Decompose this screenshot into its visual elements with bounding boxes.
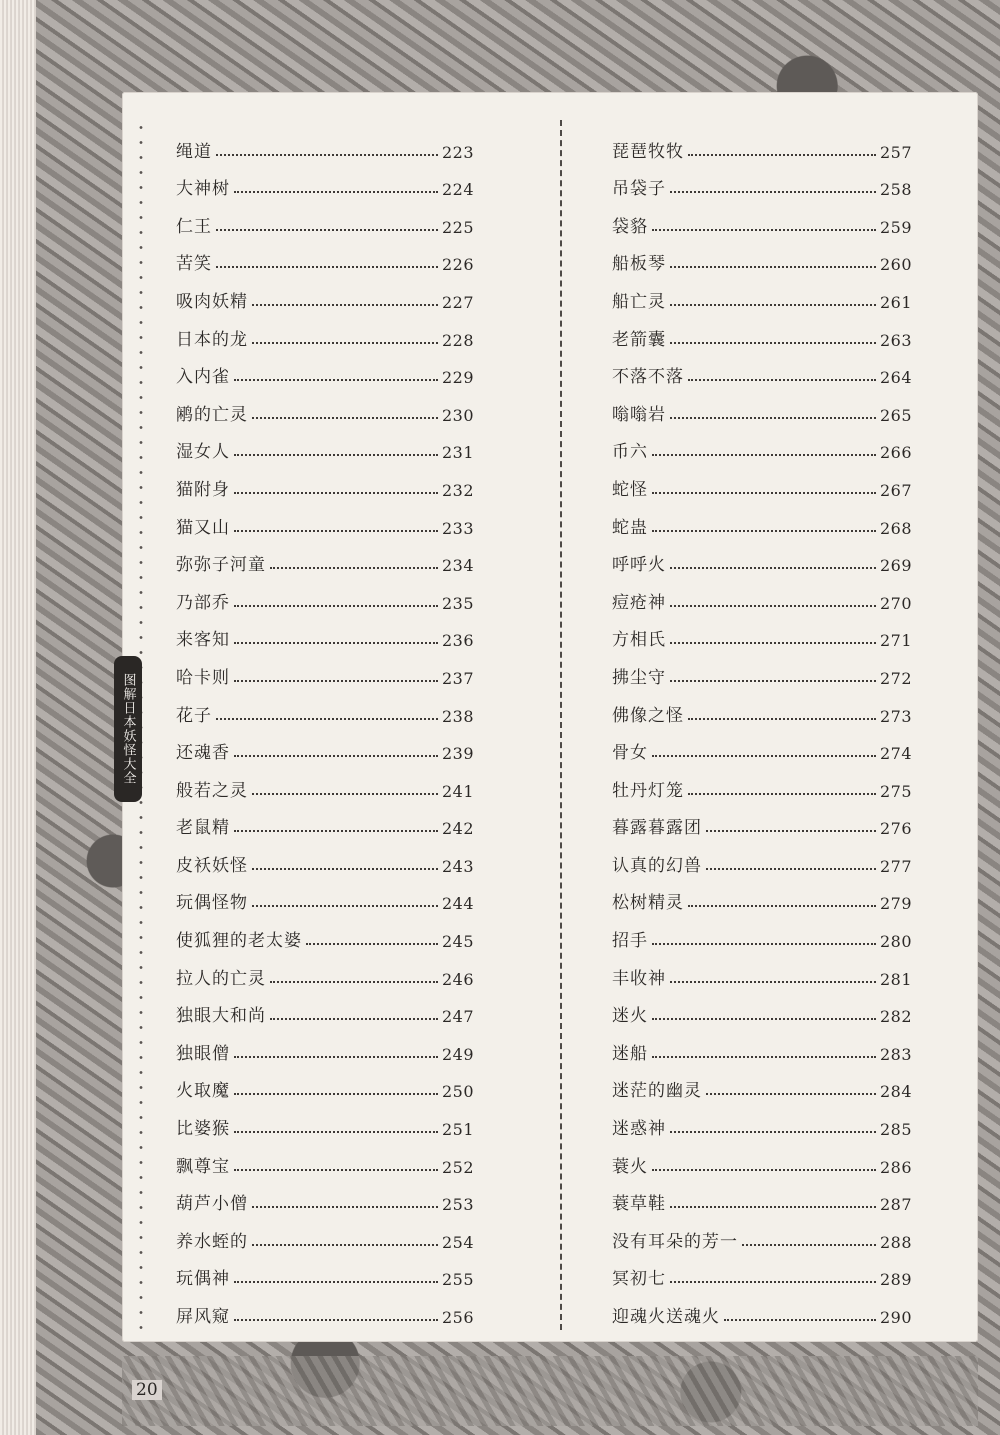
- entry-title: 飘尊宝: [176, 1156, 230, 1177]
- toc-entry[interactable]: [612, 1139, 912, 1177]
- dot-leader: [706, 1092, 876, 1095]
- toc-entry[interactable]: [612, 162, 912, 200]
- entry-title: 船亡灵: [612, 291, 666, 312]
- entry-title: 弥弥子河童: [176, 555, 266, 576]
- dot-leader: [234, 190, 438, 193]
- entry-page: 226: [441, 255, 474, 275]
- entry-page: 266: [879, 443, 912, 463]
- toc-entry[interactable]: [176, 763, 474, 801]
- entry-title: 苦笑: [176, 254, 212, 275]
- dot-leader: [688, 792, 876, 795]
- toc-entry[interactable]: [176, 538, 474, 576]
- entry-title: 迷茫的幽灵: [612, 1081, 702, 1102]
- entry-title: 火取魔: [176, 1081, 230, 1102]
- dot-leader: [670, 679, 876, 682]
- entry-page: 289: [879, 1270, 912, 1290]
- book-title-text: 图解日本妖怪大全: [120, 673, 136, 785]
- dot-leader: [234, 641, 438, 644]
- toc-entry[interactable]: [176, 1214, 474, 1252]
- entry-title: 独眼大和尚: [176, 1006, 266, 1027]
- dot-leader: [652, 491, 876, 494]
- entry-page: 272: [879, 668, 912, 688]
- toc-entry[interactable]: [176, 688, 474, 726]
- toc-entry[interactable]: [176, 274, 474, 312]
- entry-title: 皮袄妖怪: [176, 855, 248, 876]
- toc-entry[interactable]: [176, 876, 474, 914]
- toc-entry[interactable]: [612, 650, 912, 688]
- entry-title: 老鼠精: [176, 818, 230, 839]
- dot-leader: [706, 867, 876, 870]
- entry-title: 拂尘守: [612, 667, 666, 688]
- entry-page: 228: [441, 330, 474, 350]
- entry-title: 湿女人: [176, 442, 230, 463]
- dot-leader: [670, 641, 876, 644]
- entry-title: 入内雀: [176, 367, 230, 388]
- toc-entry[interactable]: [176, 1064, 474, 1102]
- dot-leader: [270, 1017, 438, 1020]
- entry-page: 257: [879, 142, 912, 162]
- toc-entry[interactable]: [176, 1252, 474, 1290]
- entry-page: 247: [441, 1007, 474, 1027]
- entry-title: 丰收神: [612, 968, 666, 989]
- toc-entry[interactable]: [176, 1101, 474, 1139]
- entry-page: 263: [879, 330, 912, 350]
- entry-page: 256: [441, 1308, 474, 1327]
- entry-page: 223: [441, 142, 474, 162]
- entry-page: 229: [441, 368, 474, 388]
- dot-leader: [252, 416, 438, 419]
- dot-leader: [652, 1017, 876, 1020]
- dot-leader: [706, 829, 876, 832]
- toc-entry[interactable]: [612, 575, 912, 613]
- entry-title: 松树精灵: [612, 893, 684, 914]
- entry-page: 254: [441, 1232, 474, 1252]
- dot-leader: [670, 604, 876, 607]
- dot-leader: [216, 228, 438, 231]
- dot-leader: [252, 792, 438, 795]
- entry-page: 264: [879, 368, 912, 388]
- toc-entry[interactable]: [612, 199, 912, 237]
- entry-title: 花子: [176, 705, 212, 726]
- dot-leader: [724, 1318, 876, 1321]
- entry-title: 招手: [612, 931, 648, 952]
- toc-entry[interactable]: [612, 425, 912, 463]
- toc-entry[interactable]: [612, 274, 912, 312]
- entry-title: 乃部乔: [176, 592, 230, 613]
- entry-page: 236: [441, 631, 474, 651]
- entry-page: 238: [441, 706, 474, 726]
- dot-leader: [270, 566, 438, 569]
- entry-page: 270: [879, 593, 912, 613]
- dot-leader: [234, 829, 438, 832]
- toc-entry[interactable]: [176, 1026, 474, 1064]
- toc-entry[interactable]: [612, 613, 912, 651]
- dot-leader: [234, 1168, 438, 1171]
- toc-entry[interactable]: [176, 237, 474, 275]
- toc-entry[interactable]: [612, 462, 912, 500]
- dot-leader: [216, 265, 438, 268]
- dot-leader: [234, 453, 438, 456]
- entry-title: 独眼僧: [176, 1043, 230, 1064]
- toc-entry[interactable]: [612, 1101, 912, 1139]
- toc-entry[interactable]: [612, 1252, 912, 1290]
- entry-page: 279: [879, 894, 912, 914]
- entry-page: 285: [879, 1120, 912, 1140]
- entry-page: 269: [879, 556, 912, 576]
- toc-entry[interactable]: [176, 726, 474, 764]
- entry-title: 葫芦小僧: [176, 1194, 248, 1215]
- toc-entry[interactable]: [612, 989, 912, 1027]
- toc-entry[interactable]: [176, 575, 474, 613]
- dot-leader: [670, 566, 876, 569]
- toc-entry[interactable]: [612, 1064, 912, 1102]
- toc-entry[interactable]: [176, 162, 474, 200]
- entry-page: 271: [879, 631, 912, 651]
- dot-leader: [234, 1055, 438, 1058]
- entry-page: 275: [879, 781, 912, 801]
- dot-leader: [234, 378, 438, 381]
- dot-leader: [670, 303, 876, 306]
- entry-title: 拉人的亡灵: [176, 968, 266, 989]
- entry-title: 猫又山: [176, 517, 230, 538]
- entry-title: 般若之灵: [176, 780, 248, 801]
- dot-leader: [652, 754, 876, 757]
- toc-entry[interactable]: [176, 1177, 474, 1215]
- dot-leader: [670, 980, 876, 983]
- entry-page: 265: [879, 405, 912, 425]
- entry-title: 使狐狸的老太婆: [176, 931, 302, 952]
- entry-page: 288: [879, 1232, 912, 1252]
- entry-title: 迷船: [612, 1043, 648, 1064]
- dot-leader: [252, 1205, 438, 1208]
- dot-leader: [234, 529, 438, 532]
- entry-title: 养水蛭的: [176, 1231, 248, 1252]
- entry-title: 没有耳朵的芳一: [612, 1231, 738, 1252]
- dot-leader: [670, 1130, 876, 1133]
- toc-entry[interactable]: [612, 838, 912, 876]
- toc-entry[interactable]: [612, 538, 912, 576]
- entry-title: 大神树: [176, 179, 230, 200]
- entry-page: 261: [879, 292, 912, 312]
- toc-entry[interactable]: [612, 387, 912, 425]
- entry-page: 290: [879, 1308, 912, 1327]
- entry-title: 蛇蛊: [612, 517, 648, 538]
- entry-page: 255: [441, 1270, 474, 1290]
- dot-leader: [234, 1092, 438, 1095]
- toc-entry[interactable]: [176, 613, 474, 651]
- toc-entry[interactable]: [176, 500, 474, 538]
- dot-leader: [652, 453, 876, 456]
- dot-leader: [252, 341, 438, 344]
- entry-page: 235: [441, 593, 474, 613]
- entry-title: 琵琶牧牧: [612, 141, 684, 162]
- dot-leader: [688, 378, 876, 381]
- toc-entry[interactable]: [612, 1289, 912, 1327]
- entry-title: 绳道: [176, 141, 212, 162]
- entry-page: 246: [441, 969, 474, 989]
- dot-leader: [670, 341, 876, 344]
- toc-entry[interactable]: [176, 387, 474, 425]
- entry-page: 259: [879, 217, 912, 237]
- dot-leader: [652, 1168, 876, 1171]
- entry-title: 痘疮神: [612, 592, 666, 613]
- entry-page: 283: [879, 1044, 912, 1064]
- dot-leader: [652, 1055, 876, 1058]
- entry-title: 暮露暮露团: [612, 818, 702, 839]
- column-divider: [560, 120, 562, 1330]
- dot-leader: [306, 942, 438, 945]
- entry-title: 玩偶神: [176, 1269, 230, 1290]
- dot-leader: [670, 1205, 876, 1208]
- entry-title: 迷火: [612, 1006, 648, 1027]
- entry-page: 234: [441, 556, 474, 576]
- entry-page: 277: [879, 856, 912, 876]
- entry-title: 玩偶怪物: [176, 893, 248, 914]
- entry-title: 蓑草鞋: [612, 1194, 666, 1215]
- entry-title: 蓑火: [612, 1156, 648, 1177]
- toc-entry[interactable]: [176, 425, 474, 463]
- page-number: 20: [132, 1380, 162, 1400]
- dot-leader: [742, 1243, 876, 1246]
- toc-entry[interactable]: [176, 1289, 474, 1327]
- entry-title: 牡丹灯笼: [612, 780, 684, 801]
- entry-title: 比婆猴: [176, 1119, 230, 1140]
- toc-entry[interactable]: [612, 312, 912, 350]
- dot-leader: [234, 1280, 438, 1283]
- dot-leader: [688, 717, 876, 720]
- toc-right-column: [612, 124, 912, 1327]
- toc-entry[interactable]: [176, 989, 474, 1027]
- entry-title: 袋貉: [612, 216, 648, 237]
- dot-leader: [670, 265, 876, 268]
- entry-title: 骨女: [612, 743, 648, 764]
- entry-page: 225: [441, 217, 474, 237]
- book-title-tab: [114, 656, 142, 802]
- toc-entry[interactable]: [176, 913, 474, 951]
- entry-title: 呼呼火: [612, 555, 666, 576]
- entry-title: 方相氏: [612, 630, 666, 651]
- dot-leader: [652, 529, 876, 532]
- entry-page: 243: [441, 856, 474, 876]
- entry-page: 244: [441, 894, 474, 914]
- dot-leader: [670, 1280, 876, 1283]
- entry-title: 冥初七: [612, 1269, 666, 1290]
- entry-page: 286: [879, 1157, 912, 1177]
- toc-entry[interactable]: [176, 350, 474, 388]
- entry-title: 来客知: [176, 630, 230, 651]
- entry-title: 猫附身: [176, 479, 230, 500]
- entry-page: 230: [441, 405, 474, 425]
- dot-leader: [216, 153, 438, 156]
- toc-entry[interactable]: [176, 951, 474, 989]
- entry-page: 268: [879, 518, 912, 538]
- entry-page: 231: [441, 443, 474, 463]
- entry-page: 233: [441, 518, 474, 538]
- dot-leader: [216, 717, 438, 720]
- dot-leader: [252, 1243, 438, 1246]
- entry-page: 245: [441, 932, 474, 952]
- entry-page: 232: [441, 480, 474, 500]
- toc-entry[interactable]: [612, 688, 912, 726]
- toc-entry[interactable]: [176, 838, 474, 876]
- entry-title: 船板琴: [612, 254, 666, 275]
- entry-title: 币六: [612, 442, 648, 463]
- entry-title: 仁王: [176, 216, 212, 237]
- entry-title: 认真的幻兽: [612, 855, 702, 876]
- entry-page: 281: [879, 969, 912, 989]
- dot-leader: [252, 303, 438, 306]
- toc-entry[interactable]: [612, 1026, 912, 1064]
- dot-leader: [652, 228, 876, 231]
- toc-entry[interactable]: [612, 763, 912, 801]
- entry-page: 282: [879, 1007, 912, 1027]
- toc-entry[interactable]: [176, 1139, 474, 1177]
- toc-entry[interactable]: [612, 237, 912, 275]
- entry-page: 242: [441, 819, 474, 839]
- dot-leader: [270, 980, 438, 983]
- toc-entry[interactable]: [612, 876, 912, 914]
- toc-entry[interactable]: [612, 951, 912, 989]
- entry-title: 吊袋子: [612, 179, 666, 200]
- entry-page: 287: [879, 1195, 912, 1215]
- entry-page: 251: [441, 1120, 474, 1140]
- dot-leader: [252, 904, 438, 907]
- dot-leader: [252, 867, 438, 870]
- entry-title: 吸肉妖精: [176, 291, 248, 312]
- entry-page: 260: [879, 255, 912, 275]
- entry-page: 253: [441, 1195, 474, 1215]
- toc-entry[interactable]: [176, 124, 474, 162]
- entry-title: 佛像之怪: [612, 705, 684, 726]
- entry-page: 273: [879, 706, 912, 726]
- toc-entry[interactable]: [176, 199, 474, 237]
- toc-left-column: [176, 124, 474, 1327]
- toc-entry[interactable]: [612, 500, 912, 538]
- entry-title: 蛇怪: [612, 479, 648, 500]
- dot-leader: [688, 904, 876, 907]
- dot-leader: [234, 491, 438, 494]
- entry-title: 屏风窥: [176, 1307, 230, 1327]
- entry-page: 284: [879, 1082, 912, 1102]
- dot-leader: [670, 416, 876, 419]
- entry-title: 鹇的亡灵: [176, 404, 248, 425]
- dot-leader: [688, 153, 876, 156]
- dot-leader: [234, 754, 438, 757]
- entry-title: 老箭囊: [612, 329, 666, 350]
- entry-page: 227: [441, 292, 474, 312]
- entry-page: 249: [441, 1044, 474, 1064]
- book-page-edges: [0, 0, 40, 1435]
- dot-leader: [670, 190, 876, 193]
- entry-page: 280: [879, 932, 912, 952]
- dot-leader: [652, 942, 876, 945]
- entry-title: 嗡嗡岩: [612, 404, 666, 425]
- toc-entry[interactable]: [612, 1214, 912, 1252]
- entry-title: 迷惑神: [612, 1119, 666, 1140]
- toc-entry[interactable]: [612, 1177, 912, 1215]
- entry-page: 224: [441, 180, 474, 200]
- entry-page: 267: [879, 480, 912, 500]
- toc-entry[interactable]: [612, 726, 912, 764]
- toc-entry[interactable]: [612, 801, 912, 839]
- entry-page: 241: [441, 781, 474, 801]
- toc-entry[interactable]: [176, 312, 474, 350]
- entry-page: 252: [441, 1157, 474, 1177]
- decorative-footer-band: [122, 1356, 978, 1426]
- entry-title: 迎魂火送魂火: [612, 1307, 720, 1327]
- entry-title: 还魂香: [176, 743, 230, 764]
- toc-entry[interactable]: [176, 650, 474, 688]
- entry-page: 276: [879, 819, 912, 839]
- entry-page: 274: [879, 744, 912, 764]
- dot-leader: [234, 1130, 438, 1133]
- toc-entry[interactable]: [612, 350, 912, 388]
- entry-title: 哈卡则: [176, 667, 230, 688]
- entry-page: 239: [441, 744, 474, 764]
- entry-page: 250: [441, 1082, 474, 1102]
- dot-leader: [234, 1318, 438, 1321]
- entry-title: 日本的龙: [176, 329, 248, 350]
- toc-entry[interactable]: [612, 124, 912, 162]
- entry-title: 不落不落: [612, 367, 684, 388]
- entry-page: 237: [441, 668, 474, 688]
- entry-page: 258: [879, 180, 912, 200]
- toc-entry[interactable]: [612, 913, 912, 951]
- toc-entry[interactable]: [176, 462, 474, 500]
- dot-leader: [234, 604, 438, 607]
- dot-leader: [234, 679, 438, 682]
- toc-entry[interactable]: [176, 801, 474, 839]
